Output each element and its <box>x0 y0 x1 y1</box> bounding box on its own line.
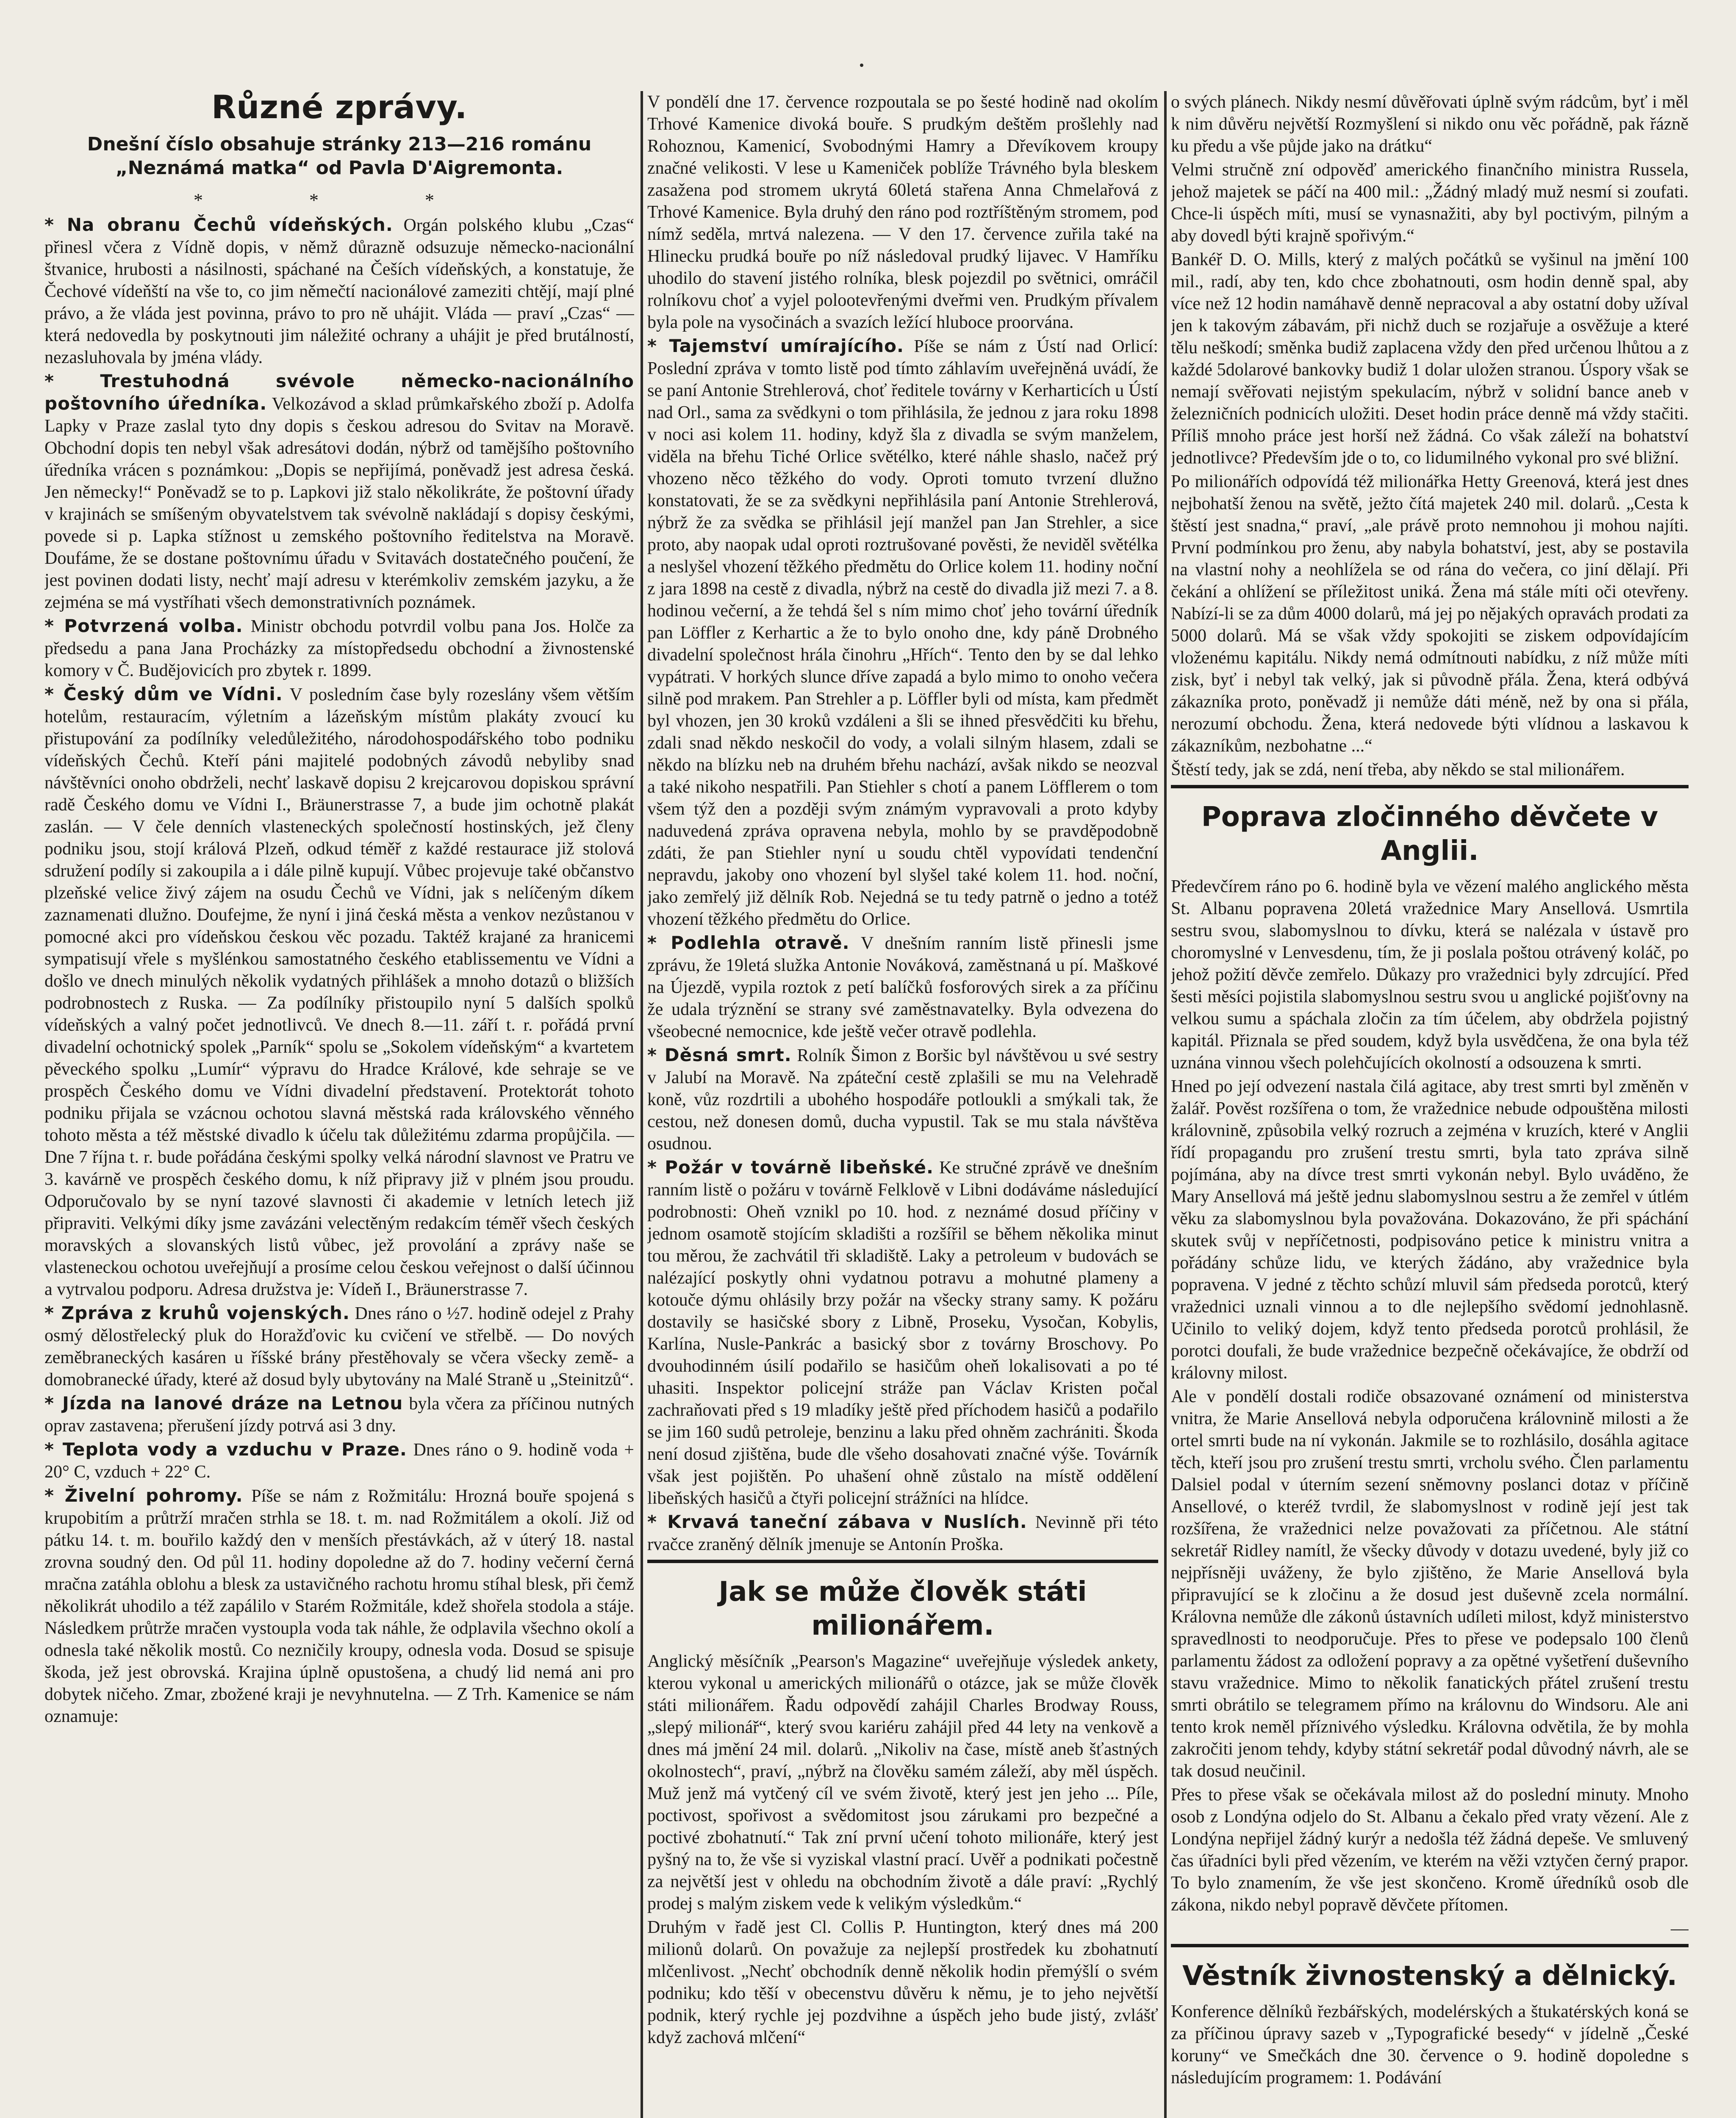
article-text: Bankéř D. O. Mills, který z malých počátků se vyšinul na jmění 100 mil., radí, aby ten, kdo chce zbohatnouti, osm hodin denně spal, aby více než 12 hodin namáhavě denně nepracoval a aby ostatní doby užíval jen k takovým zábavám, při nichž duch se rozjařuje a osvěžuje a které tělu neškodí; směnka budiž zaplacena vždy den před určenou lhůtou a z každé 5dolarové bankovky budiž 1 dolar uložen stranou. Úspory však se nemají svěřovati nejistým spekulacím, nýbrž v solidní bance aneb v železničních podnicích uložiti. Deset hodin práce denně má vždy stačiti. Příliš mnoho práce jest horší než žádná. Co však záleží na bohatství jednotlivce? Především jde o to, co lidumilného vykonal pro své bližní. <box>1171 250 1689 468</box>
article <box>44 1392 634 1437</box>
print-speck <box>860 64 863 67</box>
article-text: Po milionářích odpovídá též milionářka Hetty Greenová, která jest dnes nejbohatší ženou na světě, ježto čítá majetek 240 mil. dolarů. „Cesta k štěstí jest snadna,“ praví, „ale právě proto nemnohou ji mohou najíti. První podmínkou pro ženu, aby nabyla bohatství, jest, aby se postavila na vlastní nohy a neohlížela se od rána do večera, co jiní dělají. Při čekání a ohlížení se příležitost uniká. Žena má stále míti oči otevřeny. Nabízí-li se za dům 4000 dolarů, má jej po nějakých opravách prodati za 5000 dolarů. Má se však vždy spokojiti se ziskem odpovídajícím vloženému kapitálu. Nikdy nemá odmítnouti nabídku, z níž může míti zisk, byť i nebyl tak velký, jak si původně přála. Žena, která odbývá zákazníka proto, poněvadž ji nemůže dáti méně, než by ona si přála, nerozumí obchodu. Žena, která nedovede býti vlídnou a laskavou k zákazníkům, nezbohatne ...“ <box>1171 472 1689 756</box>
article-text: Štěstí tedy, jak se zdá, není třeba, aby někdo se stal milionářem. <box>1171 760 1625 779</box>
separator-stars: * * * <box>194 190 485 211</box>
article-title: * Teplota vody a vzduchu v Praze. <box>44 1439 407 1460</box>
article-text: Druhým v řadě jest Cl. Collis P. Huntington, který dnes má 200 milionů dolarů. On považuje za nejlepší prostředek ku zbohatnutí mlčenlivost. „Nechť obchodník denně několik hodin přemýšlí o svém podniku; kdo těší v obecenstvu důvěru k němu, je to jeho největší podnik, který rychle jej pozdvihne a úspěch jeho bude jistý, zvlášť když zachová mlčení“ <box>647 1918 1158 2047</box>
column-3 <box>1171 91 1689 2118</box>
article-text: V dnešním ranním listě přinesli jsme zprávu, že 19letá služka Antonie Nováková, zaměstnaná u pí. Maškové na Újezdě, vypila roztok z petí balíčků fosforových sirek a za příčinu že udala trýznění se strany své zaměstnavatelky. Byla odvezena do všeobecné nemocnice, kde ještě večer otravě podlehla. <box>647 934 1158 1041</box>
article <box>647 1156 1158 1509</box>
article-text: Anglický měsíčník „Pearson's Magazine“ uveřejňuje výsledek ankety, kterou vykonal u amerických milionářů o otázce, jak se může člověk státi milionářem. Řadu odpovědí zahájil Charles Brodway Rouss, „slepý milionář“, který svou kariéru zahájil před 44 lety na venkově a dnes má jmění 24 mil. dolarů. „Nikoliv na čase, místě aneb šťastných okolnostech“, praví, „nýbrž na člověku samém záleží, aby měl úspěch. Muž jenž má vytčený cíl ve svém životě, který jest jen jeho ... Píle, poctivost, spořivost a svědomitost jsou zárukami pro bezpečné a poctivé zbohatnutí.“ Tak zní první učení tohoto milionáře, který jest pyšný na to, že vše si vyziskal vlastní prací. Uvěř a podnikati počestně za největší jest v ohledu na obchodním životě a dále praví: „Rychlý prodej s malým ziskem vede k velikým výsledkům.“ <box>647 1652 1158 1913</box>
article-text: Velmi stručně zní odpověď amerického finančního ministra Russela, jehož majetek se páčí na 400 mil.: „Žádný mladý muž nesmí si zoufati. Chce-li úspěch míti, musí se vynasnažiti, aby byl poctivým, pilným a aby dovedl býti krajně spořivým.“ <box>1171 160 1689 246</box>
article-title: * Děsná smrt. <box>647 1045 792 1065</box>
article-text: V posledním čase byly rozeslány všem větším hotelům, restauracím, výletním a lázeňským místům plakáty zvoucí ku přistupování za podílníky veledůležitého, národohospodářského tobo podniku vídeňských Čechů. Kteří páni majitelé podobných závodů nebyliby snad návštěvníci onoho obdrželi, nechť laskavě dopisu 2 krejcarovou dopiskou správní radě Českého domu ve Vídni I., Bräunerstrasse 7, a bude jim ochotně plakát zaslán. — V čele denních vlasteneckých společností hostinských, jež členy podniku jsou, stojí králová Plzeň, odkud téměř z každé restaurace již stolová sdružení podíly si zakoupila a i dále pilně kupují. Vůbec projevuje také občanstvo plzeňské velice živý zájem na osudu Čechů ve Vídni, jak s nelíčeným díkem zaznamenati dlužno. Doufejme, že nyní i jiná česká města a venkov nezůstanou v pomocné akci pro vídeňskou českou věc pozadu. Taktéž krajané za hranicemi sympatisují vřele s myšlénkou samostatného českého etablissementu ve Vídni a došlo ve dnech minulých několik vydatných přihlášek a mnoho dotazů o bližších podrobnostech z Ruska. — Za podílníky přistoupilo nyní 5 dalších spolků vídeňských a valný počet jednotlivců. Ve dnech 8.—11. září t. r. pořádá první divadelní ochotnický spolek „Parník“ spolu se „Sokolem vídeňským“ a kvartetem pěveckého spolku „Lumír“ výpravu do Hradce Králové, kde sehraje se ve prospěch Českého domu ve Vídni divadelní představení. Protektorát tohoto podniku přijala se vzácnou ochotou slavná městská rada královského věnného tohoto města a též městské divadlo k účelu tak důležitému zdarma propůjčila. — Dne 7 října t. r. bude pořádána českými spolky velká národní slavnost ve Pratru ve 3. kavárně ve prospěch českého domu, k níž připravy již v plném jsou proudu. Odporučovalo by se nyní tazové slavnosti či akademie v letních letech již připraviti. Velkými díky jsme zavázáni velectěným redakcím téměř všech českých moravských a slovanských listů vůbec, jež provolání a zprávy naše se vlasteneckou ochotou uveřejňují a prosíme celou českou veřejnost o další účinnou a vytrvalou podporu. Adresa družstva je: Vídeň I., Bräunerstrasse 7. <box>44 685 634 1299</box>
article-text: Konference dělníků řezbářských, modelérských a štukatérských koná se za příčinou úpravy sazeb v „Typografické besedy“ v jídelně „České koruny“ ve Smečkách dne 30. července o 9. hodině dopoledne s následujícím programem: 1. Podávání <box>1171 2002 1689 2088</box>
column-1 <box>44 87 634 2118</box>
article-text: Orgán polského klubu „Czas“ přinesl včera z Vídně dopis, v němž důrazně odsuzuje německo-nacionální štvanice, hrubosti a násilnosti, spáchané na Češích vídeňských, a konstatuje, že Čechové vídeňští na vše to, co jim němečtí nacionálové zameziti chtějí, mají plné právo, a že vláda jest povinna, právo to pro ně uhájit. Vláda — praví „Czas“ — která nedovedla by poskytnouti jim náležité ochrany a uhájit je před brutálností, nezasluhovala by jména vlády. <box>44 216 634 367</box>
article-text: Rolník Šimon z Boršic byl návštěvou u své sestry v Jalubí na Moravě. Na zpáteční cestě zplašili se mu na Velehradě koně, vůz rozdrtili a ubohého hospodáře potloukli a smýkali tak, že cestou, než donesen domů, ducha vypustil. Tak se mu stala návštěva osudnou. <box>647 1046 1158 1153</box>
article-title: * Požár v továrně libeňské. <box>647 1157 934 1178</box>
article <box>44 1439 634 1483</box>
article-title: * Český dům ve Vídni. <box>44 684 283 704</box>
article-title: * Na obranu Čechů vídeňských. <box>44 214 393 235</box>
article-title: * Podlehla otravě. <box>647 932 850 953</box>
article-text: Ministr obchodu potvrdil volbu pana Jos. Holče za předsedu a pana Jana Procházky za místopředsedu obchodní a živnostenské komory v Č. Budějovicích pro zbytek r. 1899. <box>44 617 634 680</box>
article-text: V pondělí dne 17. července rozpoutala se po šesté hodině nad okolím Trhové Kamenice divoká bouře. S prudkým deštěm prošlehly nad Rohoznou, Kamenicí, Svobodnými Hamry a Dřevíkovem kroupy značné velikosti. V lese u Kameniček poblíže Trávného byla bleskem zasažena pod stromem ukrytá 60letá stařena Anna Chmelařová z Trhové Kamenice. Byla druhý den ráno pod roztříštěným stromem, pod nímž seděla, mrtvá nalezena. — V den 17. července zuřila také na Hlinecku prudká bouře po níž následoval prudký lijavec. V Hamříku uhodilo do stavení jistého rolníka, blesk pojezdil po světnici, omráčil rolníkovu choť a vyjel polootevřenými dveřmi ven. Prudkým přívalem byla pole na vysočinách a svazích ležící hluboce proorvána. <box>647 92 1158 332</box>
article-text: Dnes ráno o 9. hodině voda + 20° C, vzduch + 22° C. <box>44 1440 634 1482</box>
article <box>44 1485 634 1727</box>
article-text: Píše se nám z Ústí nad Orlicí: Poslední zpráva v tomto listě pod tímto záhlavím uveřejněná uvádí, že se paní Antonie Strehlerová, choť ředitele továrny v Kerharticích u Ústí nad Orl., sama za svědkyni o tom přihlásila, že jednou z jara roku 1898 v noci asi kolem 11. hodiny, když šla z divadla se svým manželem, viděla na břehu Tiché Orlice světélko, které náhle shaslo, načež prý vhozeno něco těžkého do vody. Oproti tomuto tvrzení dlužno konstatovati, že se za svědkyni nepřihlásila paní Antonie Strehlerová, nýbrž že za svědka se přihlásil její manžel pan Jan Strehler, a sice proto, aby naopak udal oproti roztrušované pověsti, že neviděl světélka a neslyšel vhození těžkého předmětu do Orlice kolem 11. hodiny noční z jara 1898 na cestě z divadla, nýbrž na cestě do divadla již mezi 7. a 8. hodinou večerní, a že tehdá šel s ním mimo choť jeho tovární úředník pan Löffler z Kerhartic a že to bylo onoho dne, kdy páně Drobného divadelní společnost hrála činohru „Hřích“. Tento den by se dal lehko vypátrati. V horkých slunce dříve zapadá a bylo mimo to onoho večera silně pod mrakem. Pan Strehler a p. Löffler byli od místa, kam předmět byl vhozen, jen 30 kroků vzdáleni a šli se ihned přesvědčiti ku břehu, zdali snad někdo neskočil do vody, a volali silným hlasem, zdali se někdo na blízku neb na druhém břehu nachází, avšak nikdo se neozval a také nikoho nespatřili. Pan Stiehler s chotí a panem Löfflerem o tom všem týž den a později svým známým vypravovali a proto kdyby naduvedená zpráva opravena nebyla, mohlo by se pravděpodobně zdáti, že pan Stiehler nyní u soudu chtěl vypovídati tendenční nepravdu, jakoby ono vhození byl slyšel také kolem 11. hod. noční, jako zemřelý již dělník Rob. Nejedná se tu tedy patrně o jedno a totéž vhození těžkého předmětu do Orlice. <box>647 337 1158 929</box>
section-heading-milionar: Jak se může člověk státi milionářem. <box>718 1576 1087 1641</box>
article-text: Velkozávod a sklad průmkařského zboží p. Adolfa Lapky v Praze zaslal tyto dny dopis s českou adresou do Svitav na Moravě. Obchodní dopis ten nebyl však adresátovi dodán, nýbrž od tamějšího poštovního úředníka vrácen s poznámkou: „Dopis se nepřijímá, poněvadž jest adresa česká. Jen německy!“ Poněvadž se to p. Lapkovi již stalo několikráte, že poštovní úřady v krajinách se smíšeným obyvatelstvem tak svévolně nakládají s dopisy českými, povede si p. Lapka stížnost u zemského poštovního ředitelstva na Moravě. Doufáme, že se dostane poštovnímu úřadu v Svitavách dostatečného poučení, že jest povinen dodati listy, nechť mají adresu v kterémkoliv zemském jazyku, a že zejména se má vystříhati všech demonstrativních poznámek. <box>44 394 634 612</box>
column-2 <box>647 91 1158 2118</box>
article <box>44 683 634 1300</box>
article-title: * Krvavá taneční zábava v Nuslích. <box>647 1511 1027 1532</box>
column-rule-1 <box>641 91 643 2118</box>
article-title: * Jízda na lanové dráze na Letnou <box>44 1393 403 1414</box>
article-text: Ale v pondělí dostali rodiče obsazované oznámení od ministerstva vnitra, že Marie Ansellová nebyla odporučena královnině milosti a že ortel smrti bude na ní vykonán. Jakmile se to rozhlásilo, dosáhla agitace těch, kteří jsou pro zrušení trestu smrti, vrcholu svého. Člen parlamentu Dalsiel podal v úterním sezení sněmovny poslanci dotaz v příčině Ansellové, o kteréž tvrdil, že slabomyslnost v rodině její jest tak rozšířena, že vražednici nelze považovati za příčetnou. Ale státní sekretář Ridley namítl, že všecky důvody v dotazu uvedené, byly již co nejpřísněji uváženy, že bylo zjištěno, že Marie Ansellová byla připravující se k zločinu a že dosud jest duševně zcela normální. Královna nemůže dle zákonů ústavních udíleti milost, když ministerstvo spravedlnosti to neodporučuje. Přes to přese ve podepsalo 100 členů parlamentu žádost za odložení popravy a za opětné vyšetření duševního stavu vražednice. Mimo to několik fanatických přátel zrušení trestu smrti obrátilo se telegramem přímo na královnu do Windsoru. Ale ani tento krok neměl příznivého výsledku. Královna odvětila, že by mohla zakročiti jenom tehdy, kdyby státní sekretář podal důvodný návrh, ale se tak dosud neučinil. <box>1171 1387 1689 1781</box>
article <box>44 214 634 369</box>
article-title: * Potvrzená volba. <box>44 615 243 636</box>
article-title: * Tajemství umírajícího. <box>647 335 904 356</box>
article <box>44 370 634 613</box>
article-text: Píše se nám z Rožmitálu: Hrozná bouře spojená s krupobitím a průtrží mračen strhla se 18. t. m. nad Rožmitálem a okolí. Již od pátku 14. t. m. bouřilo každý den v menších přestávkách, až v úterý 18. nastal zrovna soudný den. Od půl 11. hodiny dopoledne až do 7. hodiny večerní černá mračna zatáhla oblohu a blesk za ustavičného rachotu hromu stíhal blesk, při čemž několikrát uhodilo a též zapálilo v Starém Rožmitále, kdež shořela stodola a stáje. Následkem průtrže mračen vystoupla voda tak náhle, že odplavila všechno okolí a odnesla také několik mostů. Co nezničily kroupy, odnesla voda. Dosud se spisuje škoda, jež jest obrovská. Krajina úplně opustošena, a chudý lid nemá ani pro dobytek ničeho. Zmar, zbožené kraji je nevyhnutelna. — Z Trh. Kamenice se nám oznamuje: <box>44 1486 634 1726</box>
article-text: Dnes ráno o ½7. hodině odejel z Prahy osmý dělostřelecký pluk do Horažďovic ku cvičení ve střelbě. — Do nových zeměbraneckých kasáren u říšské brány přestěhovaly se včera všecky země- a domobranecké úřady, které až dosud byly ubytovány na Malé Straně u „Steinitzů“. <box>44 1304 634 1389</box>
article-title: * Trestuhodná svévole německo-nacionálního poštovního úředníka. <box>44 371 634 414</box>
intro-note: Dnešní číslo obsahuje stránky 213—216 románu „Neznámá matka“ od Pavla D'Aigremonta. <box>87 133 592 179</box>
article-title: * Zpráva z kruhů vojenských. <box>44 1303 350 1323</box>
article-text: Předevčírem ráno po 6. hodině byla ve vězení malého anglického města St. Albanu popravena 20letá vražednice Mary Ansellová. Usmrtila sestru svou, slabomyslnou to dívku, která se nalézala v ústavě pro choromyslné v Lenvesdenu, tím, že ji poslala poštou otrávený koláč, po jehož požití děvče zemřelo. Důkazy pro vražednici byly zdrcující. Před šesti měsíci pojistila slabomyslnou sestru svou u anglické pojišťovny na velkou sumu a spáchala zločin za tím účelem, aby obdržela pojistný kapitál. Přiznala se před soudem, když byla usvědčena, že ona byla též uznána vinnou všech polehčujících okolností a odsouzena k smrti. <box>1171 877 1689 1073</box>
article-text: Ke stručné zprávě ve dnešním ranním listě o požáru v továrně Felklově v Libni dodáváme následující podrobnosti: Oheň vznikl po 10. hod. z neznámé dosud příčiny v jednom osamotě stojícím skladišti a rozšířil se během několika minut tou měrou, že zachvátil tři skladiště. Laky a petroleum v budovách se nalézající poskytly ohni vydatnou potravu a mohutné plameny a kotouče dýmu ohlásily brzy požár na všecky strany samy. K požáru dostavily se hasičské sbory z Libně, Proseku, Vysočan, Kobylis, Karlína, Nusle-Pankrác a basický sbor z továrny Broschovy. Po dvouhodinném úsilí podařilo se hasičům oheň lokalisovati a po té uhasiti. Inspektor policejní stráže pan Václav Kristen počal zachraňovati před s 19 mladíky ještě před příchodem hasičů a podařilo se jim 160 sudů petroleje, benzinu a laku před ohněm zachrániti. Škoda není dosud zjištěna, bude dle všeho dosahovati značné výše. Továrník však jest pojištěn. Po uhašení ohně zůstalo na místě oddělení libeňských hasičů a čtyři policejní strážníci na hlídce. <box>647 1158 1158 1508</box>
article <box>44 615 634 682</box>
article <box>647 1044 1158 1155</box>
section-heading-ruzne-zpravy: Různé zprávy. <box>211 88 467 126</box>
article-text: byla včera za příčinou nutných oprav zastavena; přerušení jízdy potrvá asi 3 dny. <box>44 1394 634 1436</box>
column-rule-2 <box>1164 91 1167 2118</box>
heading-rule <box>647 1560 1158 1563</box>
article <box>647 932 1158 1042</box>
article-text: Přes to přese však se očekávala milost až do poslední minuty. Mnoho osob z Londýna odjelo do St. Albanu a čekalo před vraty vězení. Ale z Londýna nepřijel žádný kurýr a nedošla též žádná depeše. Ve smluvený čas úřadníci byli před vězením, ve kterém na věži vztyčen černý prapor. To bylo znamením, že vše jest skončeno. Kromě úředníků osob dle zákona, nikdo nebyl popravě děvčete přítomen. <box>1171 1785 1689 1915</box>
heading-rule <box>1171 1944 1689 1947</box>
article-text: o svých plánech. Nikdy nesmí důvěřovati úplně svým rádcům, byť i měl k nim důvěru největší Rozmyšlení si nikdo onu věc pořádně, pak řázně ku předu a vše půjde jako na drátku“ <box>1171 92 1689 156</box>
section-heading-poprava: Poprava zločinného děvčete v Anglii. <box>1201 801 1658 867</box>
article <box>44 1302 634 1391</box>
article-text: Hned po její odvezení nastala čilá agitace, aby trest smrti byl změněn v žalář. Pověst rozšířena o tom, že vražednice nebude odpouštěna milosti královnině, způsobila velký rozruch a zejména v kruzích, které v Anglii řídí propagandu pro zrušení trestu smrti, byla tato zpráva silně pojímána, aby na dívce trest smrti vykonán nebyl. Bylo uváděno, že Mary Ansellová má ještě jednu slabomyslnou sestru a že zemřel v útlém věku za slabomyslnou byla považována. Dokazováno, že při spáchání skutek svůj v nepříčetnosti, podpisováno petice k ministru vnitra a pořádány schůze lidu, ve kterých žádáno, aby vražednice byla popravena. V jedné z těchto schůzí mluvil sám předseda porotců, který vražednici uznali vinnou a to dle nejlepšího svědomí jednohlasně. Učinilo to veliký dojem, když tento předseda porotců prohlásil, že porotci doufali, že bude vražednice bezpečně očekávajíce, že obdrží od královny milost. <box>1171 1077 1689 1383</box>
article-title: * Živelní pohromy. <box>44 1485 243 1506</box>
heading-rule <box>1171 785 1689 788</box>
section-heading-vestnik: Věstník živnostenský a dělnický. <box>1182 1960 1677 1992</box>
article-text: Nevinně při této rvačce zraněný dělník jmenuje se Antonín Proška. <box>647 1513 1158 1554</box>
article-end-dash: — <box>1671 1919 1689 1938</box>
article <box>647 335 1158 930</box>
article <box>647 1511 1158 1555</box>
